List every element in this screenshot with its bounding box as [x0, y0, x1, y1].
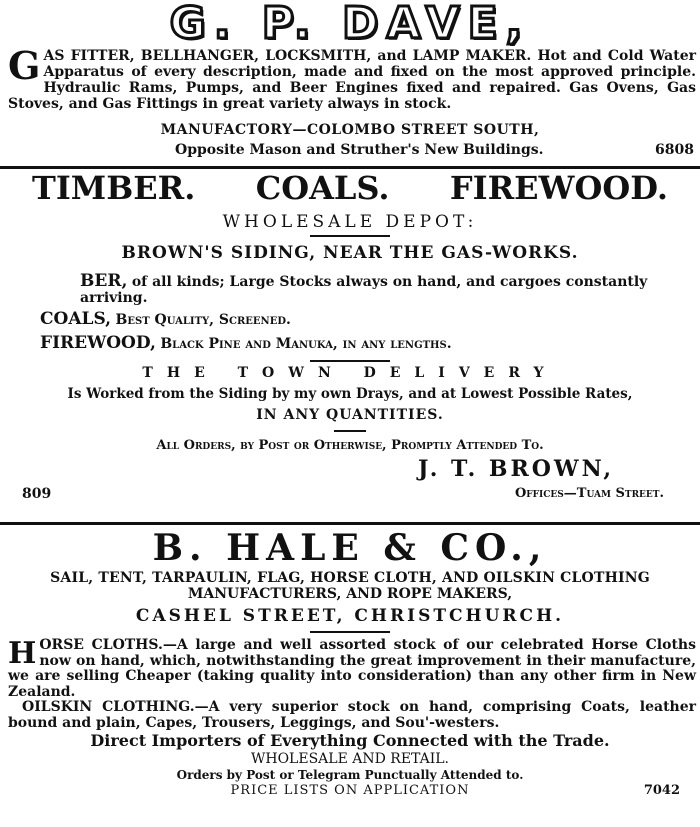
- firewood-text: Black Pine and Manuka, in any lengths.: [160, 336, 452, 352]
- dave-body: AS FITTER, BELLHANGER, LOCKSMITH, and LAMP MAKER. Hot and Cold Water Apparatus of every description, made and fixed on the most approved principle. Hydraulic Rams, Pumps, and Beer Engines fixed and repaired. Gas Ovens, Gas Stoves, and Gas Fittings in great variety always in stock.: [8, 48, 696, 112]
- hale-title: B. HALE & CO.,: [152, 527, 548, 569]
- brown-code: 809: [22, 486, 52, 502]
- oilskin-clothing: OILSKIN CLOTHING.—A very superior stock on hand, comprising Coats, leather bound and plain, Capes, Trousers, Leggings, and Sou'-westers.: [8, 699, 696, 731]
- ad-hale: [0, 526, 700, 799]
- hale-footer: [0, 783, 700, 799]
- direct-importers: Direct Importers of Everything Connected with the Trade.: [90, 731, 610, 750]
- dave-opposite-row: [0, 140, 700, 162]
- all-orders: All Orders, by Post or Otherwise, Promptly Attended To.: [156, 438, 544, 453]
- ber-text: of all kinds; Large Stocks always on hand, and cargoes constantly arriving.: [80, 274, 648, 306]
- headline-timber: TIMBER.: [32, 169, 196, 207]
- coals-text: Best Quality, Screened.: [115, 312, 291, 328]
- short-rule-1: [310, 235, 390, 237]
- firewood-line: [0, 331, 700, 356]
- hale-address: CASHEL STREET, CHRISTCHURCH.: [135, 606, 565, 626]
- price-lists: PRICE LISTS ON APPLICATION: [230, 783, 470, 798]
- hale-line1: SAIL, TENT, TARPAULIN, FLAG, HORSE CLOTH, AND OILSKIN CLOTHING: [50, 570, 650, 586]
- wholesale-retail: WHOLESALE AND RETAIL.: [250, 751, 450, 767]
- horse-cloths: [0, 638, 700, 700]
- any-quantities: IN ANY QUANTITIES.: [256, 407, 444, 423]
- dave-opposite: Opposite Mason and Struther's New Buildings.: [175, 142, 544, 158]
- short-rule-4: [310, 631, 390, 633]
- short-rule-3: [334, 430, 366, 432]
- hale-code: 7042: [643, 783, 680, 798]
- dave-code: 6808: [655, 142, 694, 158]
- coals-line: [0, 308, 700, 331]
- headline-row: [0, 168, 700, 208]
- headline-firewood: FIREWOOD.: [449, 169, 668, 207]
- ad-brown: [0, 168, 700, 520]
- town-delivery: THE TOWN DELIVERY: [142, 365, 558, 381]
- dave-description: [0, 43, 700, 112]
- brown-signature: J. T. BROWN,: [418, 456, 614, 482]
- depot-location: BROWN'S SIDING, NEAR THE GAS-WORKS.: [121, 243, 579, 263]
- worked-from: Is Worked from the Siding by my own Drays, and at Lowest Possible Rates,: [67, 386, 633, 402]
- dave-title: G. P. DAVE,: [169, 0, 531, 49]
- divider-2: [0, 522, 700, 525]
- brown-footer: [0, 456, 700, 502]
- horse-cloths-body: ORSE CLOTHS.—A large and well assorted stock of our celebrated Horse Cloths now on hand, which, notwithstanding the great improvement in their manufacture, we are selling Cheaper (taking quality into consideration) than any other firm in New Zealand.: [8, 637, 696, 700]
- ad-dave: [0, 2, 700, 162]
- orders-by-post: Orders by Post or Telegram Punctually Attended to.: [176, 768, 524, 782]
- hale-line2: MANUFACTURERS, AND ROPE MAKERS,: [187, 586, 513, 602]
- headline-coals: COALS.: [255, 169, 390, 207]
- firewood-label: FIREWOOD,: [40, 333, 156, 353]
- coals-label: COALS,: [40, 309, 112, 329]
- dave-manufactory: MANUFACTORY—COLOMBO STREET SOUTH,: [160, 122, 540, 138]
- wholesale-depot: WHOLESALE DEPOT:: [222, 212, 478, 232]
- ber-label: BER,: [80, 271, 128, 291]
- brown-offices: Offices—Tuam Street.: [514, 486, 664, 501]
- ber-line: [0, 273, 700, 306]
- dave-dropcap: G: [8, 43, 41, 88]
- hale-dropcap: H: [8, 636, 37, 671]
